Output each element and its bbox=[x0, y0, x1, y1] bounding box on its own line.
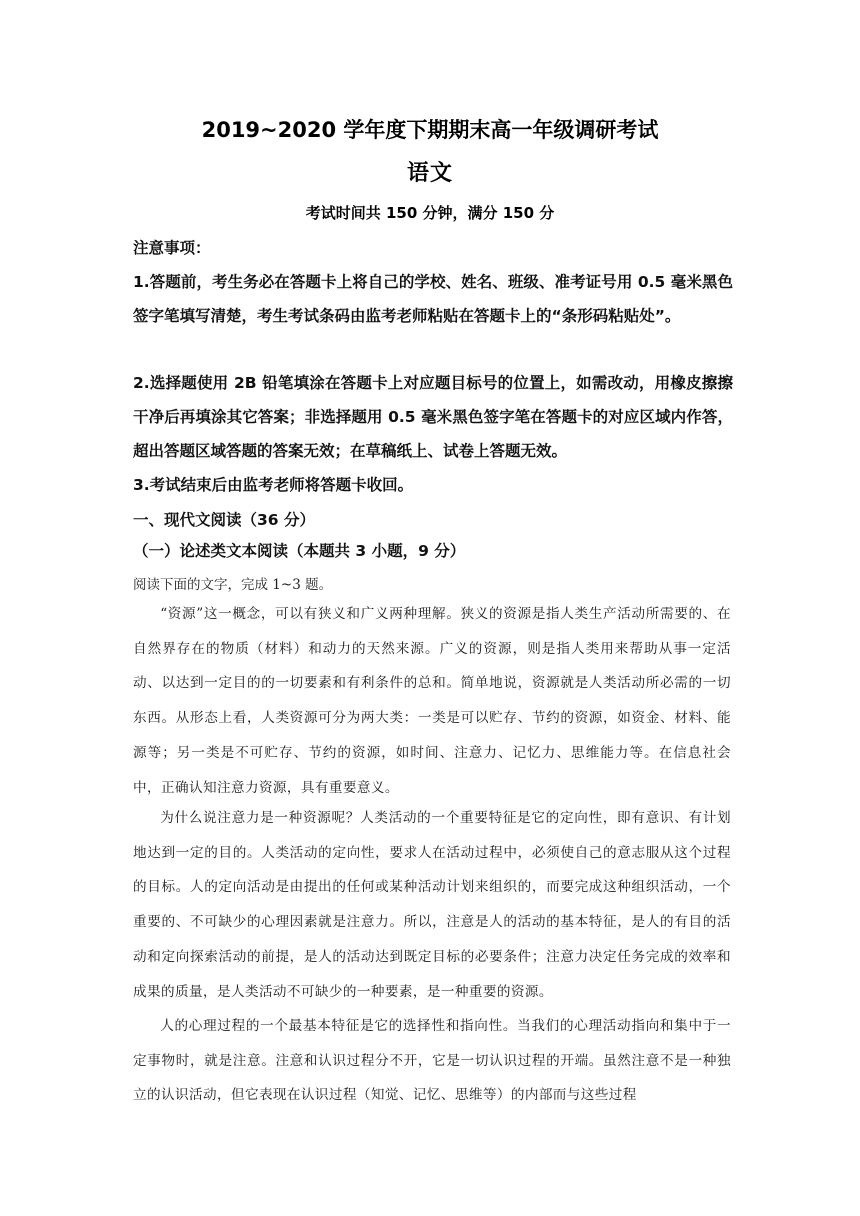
exam-title: 2019~2020 学年度下期期末高一年级调研考试 bbox=[201, 118, 659, 142]
notice-heading: 注意事项： bbox=[133, 239, 211, 257]
passage-paragraph-2: 为什么说注意力是一种资源呢？人类活动的一个重要特征是它的定向性，即有意识、有计划地达到一定的目的。人类活动的定向性，要求人在活动过程中，必须使自己的意志服从这个过程的目标。人的定向活动是由提出的任何或某种活动计划来组织的，而要完成这种组织活动，一个重要的、不可缺少的心理因素就是注意力。所以，注意是人的活动的基本特征，是人的有目的活动和定向探索活动的前提，是人的活动达到既定目标的必要条件；注意力决定任务完成的效率和成果的质量，是人类活动不可缺少的一种要素，是一种重要的资源。 bbox=[133, 810, 731, 1000]
rule-3: 3.考试结束后由监考老师将答题卡收回。 bbox=[133, 476, 414, 494]
exam-info: 考试时间共 150 分钟，满分 150 分 bbox=[305, 204, 555, 222]
passage-paragraph-3: 人的心理过程的一个最基本特征是它的选择性和指向性。当我们的心理活动指向和集中于一定事物时，就是注意。注意和认识过程分不开，它是一切认识过程的开端。虽然注意不是一种独立的认识活动，但它表现在认识过程（知觉、记忆、思维等）的内部而与这些过程 bbox=[133, 1018, 731, 1104]
reading-instruction: 阅读下面的文字，完成 1~3 题。 bbox=[133, 577, 333, 593]
section-heading-1-1: （一）论述类文本阅读（本题共 3 小题，9 分） bbox=[133, 542, 466, 560]
passage-paragraph-1: “资源”这一概念，可以有狭义和广义两种理解。狭义的资源是指人类生产活动所需要的、在自然界存在的物质（材料）和动力的天然来源。广义的资源，则是指人类用来帮助从事一定活动、以达到一定目的的一切要素和有利条件的总和。简单地说，资源就是人类活动所必需的一切东西。从形态上看，人类资源可分为两大类：一类是可以贮存、节约的资源，如资金、材料、能源等；另一类是不可贮存、节约的资源，如时间、注意力、记忆力、思维能力等。在信息社会中，正确认知注意力资源，具有重要意义。 bbox=[133, 606, 731, 796]
rule-1: 1.答题前，考生务必在答题卡上将自己的学校、姓名、班级、准考证号用 0.5 毫米黑色签字笔填写清楚，考生考试条码由监考老师粘贴在答题卡上的“条形码粘贴处”。 bbox=[133, 273, 733, 325]
section-heading-1: 一、现代文阅读（36 分） bbox=[133, 511, 315, 529]
subject-title: 语文 bbox=[406, 161, 453, 186]
rule-2: 2.选择题使用 2B 铅笔填涂在答题卡上对应题目标号的位置上，如需改动，用橡皮擦擦干净后再填涂其它答案；非选择题用 0.5 毫米黑色签字笔在答题卡的对应区域内作答，超出答题区域答题的答案无效；在草稿纸上、试卷上答题无效。 bbox=[133, 374, 733, 460]
